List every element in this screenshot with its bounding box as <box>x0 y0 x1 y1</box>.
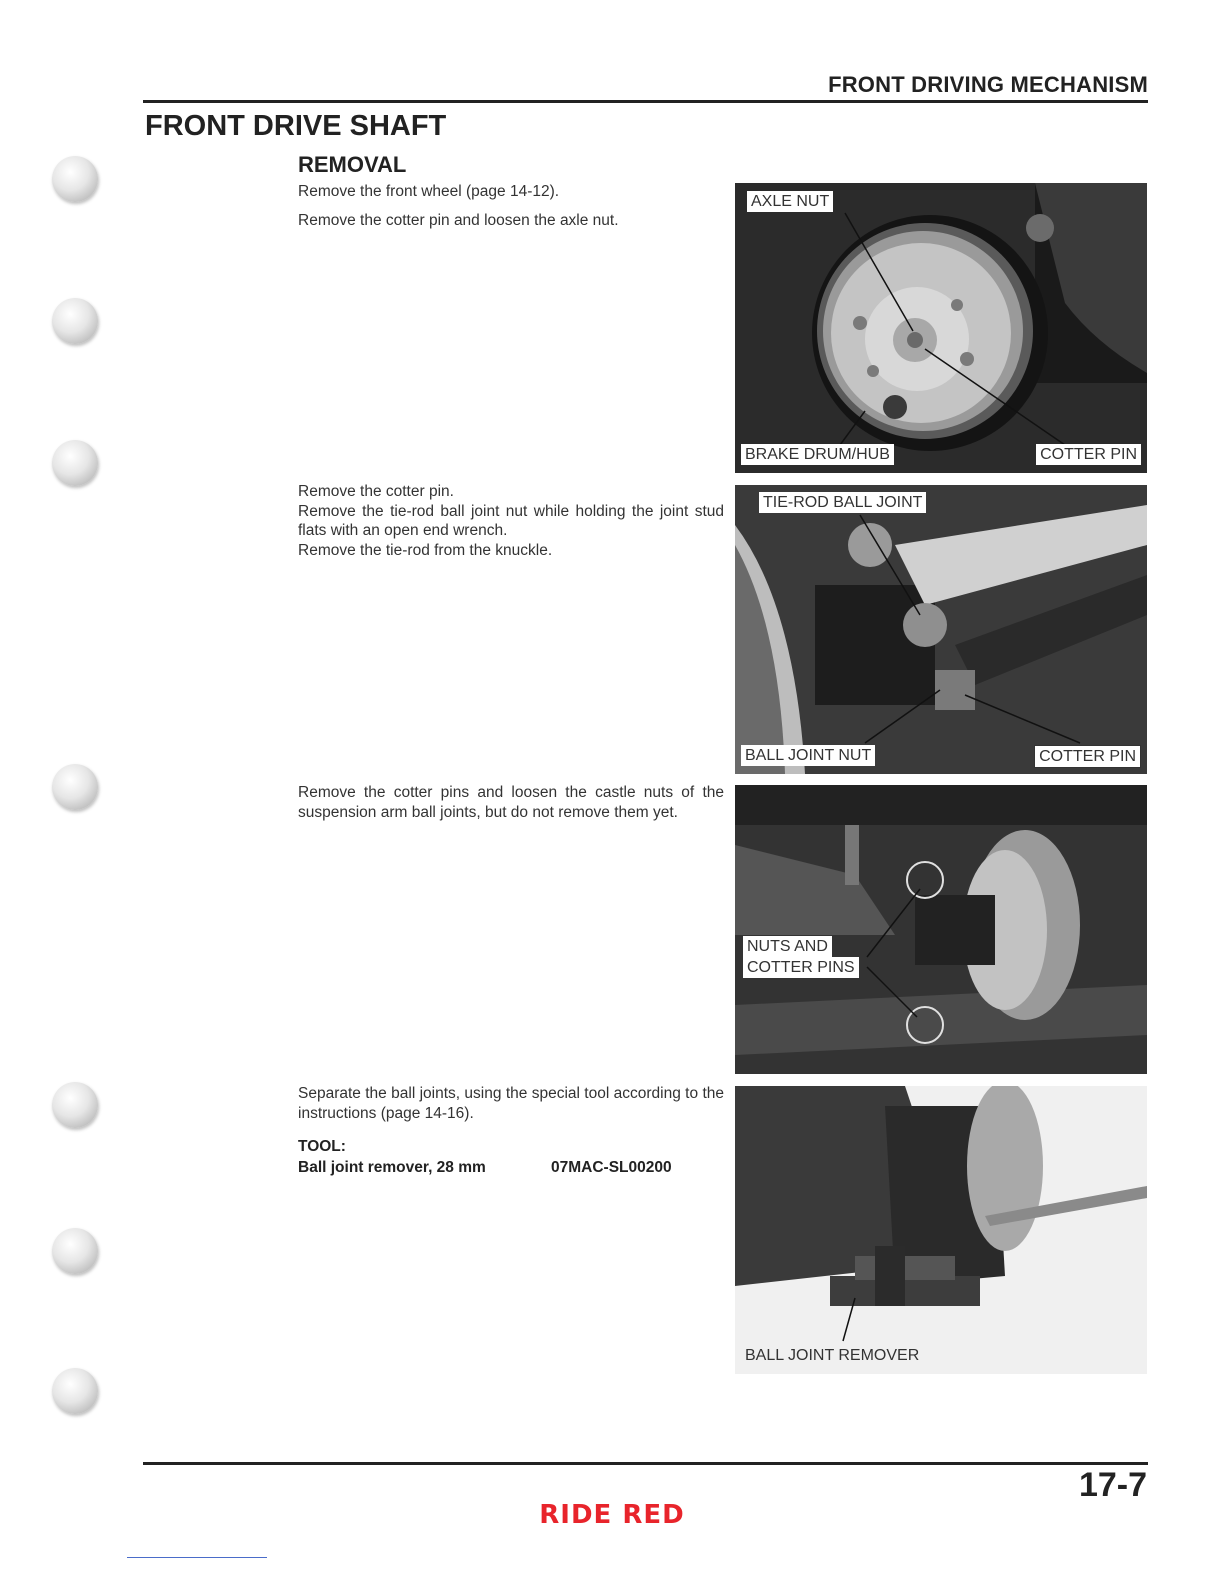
page-title: FRONT DRIVE SHAFT <box>145 110 447 142</box>
binder-hole <box>52 1082 98 1128</box>
label-ball-joint-remover: BALL JOINT REMOVER <box>745 1347 920 1364</box>
binder-hole <box>52 764 98 810</box>
photo-brake-drum-hub <box>735 183 1147 473</box>
page-number: 17-7 <box>1078 1466 1147 1504</box>
section-header: FRONT DRIVING MECHANISM <box>828 72 1148 97</box>
binder-hole <box>52 440 98 486</box>
footer-rule <box>143 1462 1148 1465</box>
binder-hole <box>52 1368 98 1414</box>
tool-name: Ball joint remover, 28 mm <box>298 1159 486 1176</box>
step-1-line-1: Remove the front wheel (page 14-12). <box>298 183 560 200</box>
brand-logo: RIDE RED <box>539 1500 685 1530</box>
photo-ball-joint-remover <box>735 1086 1147 1374</box>
label-axle-nut: AXLE NUT <box>747 191 833 212</box>
step-1-line-2: Remove the cotter pin and loosen the axle nut. <box>298 212 619 229</box>
photo-suspension-ball-joints <box>735 785 1147 1074</box>
label-cotter-pins: COTTER PINS <box>743 957 859 978</box>
binder-hole <box>52 1228 98 1274</box>
label-brake-drum-hub: BRAKE DRUM/HUB <box>741 444 894 465</box>
step-3-text: Remove the cotter pins and loosen the castle nuts of the suspension arm ball joints, but do not remove them yet. <box>298 784 724 821</box>
binder-hole <box>52 156 98 202</box>
footer-underline <box>127 1557 267 1558</box>
tool-number: 07MAC-SL00200 <box>551 1159 672 1176</box>
header-rule <box>143 100 1148 103</box>
tool-label: TOOL: <box>298 1138 346 1155</box>
binder-hole <box>52 298 98 344</box>
photo-tie-rod-ball-joint <box>735 485 1147 774</box>
label-cotter-pin: COTTER PIN <box>1036 444 1141 465</box>
section-subtitle: REMOVAL <box>298 152 407 177</box>
label-nuts-and: NUTS AND <box>743 936 832 957</box>
label-ball-joint-nut: BALL JOINT NUT <box>741 745 875 766</box>
label-tie-rod-ball-joint: TIE-ROD BALL JOINT <box>759 492 926 513</box>
step-2-text: Remove the cotter pin. Remove the tie-rod ball joint nut while holding the joint stud flats with an open end wrench. Remove the tie-rod from the knuckle. <box>298 483 724 559</box>
step-4-text: Separate the ball joints, using the special tool according to the instructions (page 14-16). <box>298 1085 724 1122</box>
label-cotter-pin: COTTER PIN <box>1034 745 1141 768</box>
